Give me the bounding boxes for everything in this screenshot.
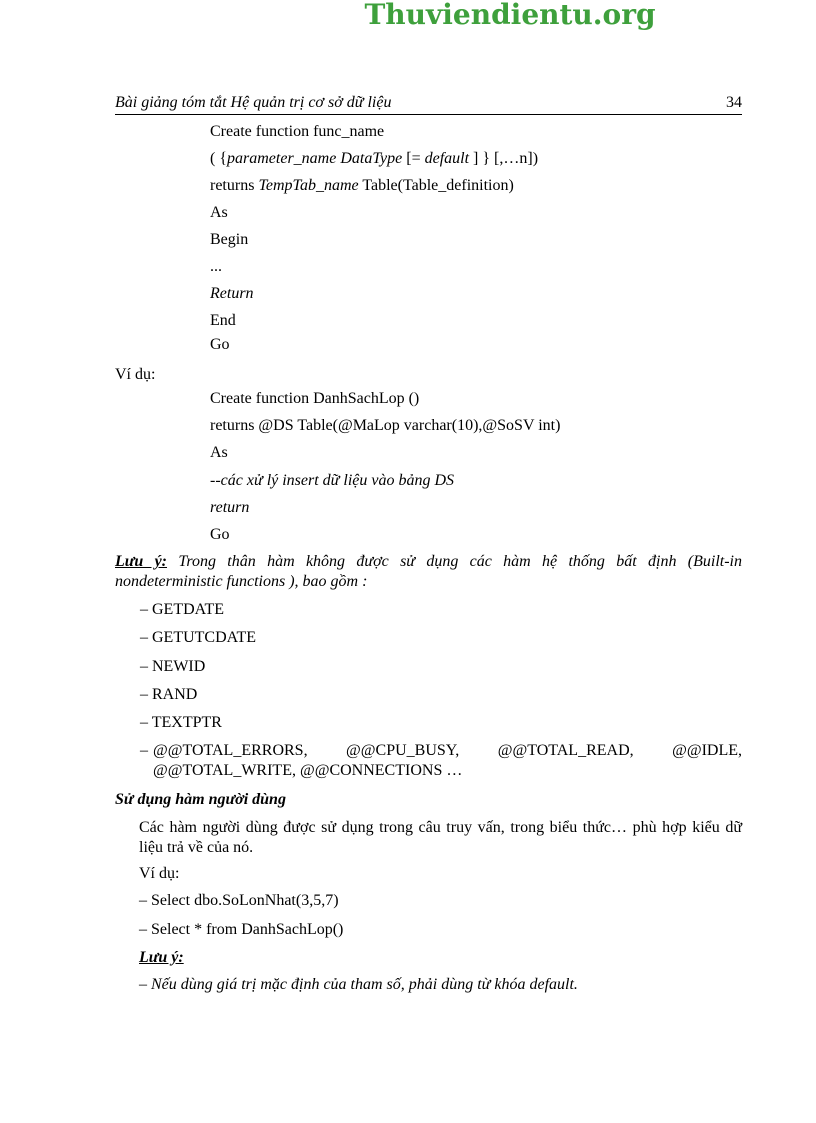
dash-item-5: – TEXTPTR bbox=[140, 714, 222, 731]
syntax-line-4: As bbox=[210, 204, 228, 221]
usage-example-label: Ví dụ: bbox=[139, 865, 180, 882]
page-header bbox=[115, 94, 742, 115]
syntax-line-7: Return bbox=[210, 285, 254, 302]
dash-item-4: – RAND bbox=[140, 686, 198, 703]
usage-example-2: – Select * from DanhSachLop() bbox=[139, 921, 344, 938]
header-title: Bài giảng tóm tắt Hệ quản trị cơ sở dữ liệu bbox=[115, 94, 392, 111]
syntax-line-6: ... bbox=[210, 258, 222, 275]
syntax-line-5: Begin bbox=[210, 231, 249, 248]
example-line-1: Create function DanhSachLop () bbox=[210, 390, 420, 407]
dash-item-2: – GETUTCDATE bbox=[140, 629, 256, 646]
page-number: 34 bbox=[726, 94, 742, 111]
usage-example-1: – Select dbo.SoLonNhat(3,5,7) bbox=[139, 892, 339, 909]
usage-note-text: – Nếu dùng giá trị mặc định của tham số, phải dùng từ khóa default. bbox=[139, 976, 578, 993]
syntax-line-3: returns TempTab_name Table(Table_definition) bbox=[210, 177, 514, 194]
syntax-line-1: Create function func_name bbox=[210, 123, 385, 140]
note-1-label: Lưu ý: bbox=[115, 553, 168, 570]
watermark-logo: Thuviendientu.org bbox=[364, 0, 656, 31]
syntax-line-2: ( {parameter_name DataType [= default ] } [,…n]) bbox=[210, 150, 539, 167]
example-line-5: return bbox=[210, 499, 250, 516]
usage-note-label: Lưu ý: bbox=[139, 949, 184, 966]
example-line-6: Go bbox=[210, 526, 230, 543]
usage-heading: Sử dụng hàm người dùng bbox=[115, 791, 286, 808]
example-line-3: As bbox=[210, 444, 228, 461]
dash-item-1: – GETDATE bbox=[140, 601, 224, 618]
example-label: Ví dụ: bbox=[115, 366, 156, 383]
example-line-4: --các xử lý insert dữ liệu vào bảng DS bbox=[210, 472, 455, 489]
syntax-line-8: End bbox=[210, 312, 236, 329]
usage-paragraph: Các hàm người dùng được sử dụng trong câu truy vấn, trong biểu thức… phù hợp kiểu dữ liệu trả về của nó. bbox=[139, 819, 742, 856]
dash-item-3: – NEWID bbox=[140, 658, 206, 675]
dash-item-6: – @@TOTAL_ERRORS, @@CPU_BUSY, @@TOTAL_READ, @@IDLE, @@TOTAL_WRITE, @@CONNECTIONS … bbox=[140, 742, 746, 779]
syntax-line-9: Go bbox=[210, 336, 230, 353]
note-1-paragraph: Lưu ý: Trong thân hàm không được sử dụng các hàm hệ thống bất định (Built-in nondeterministic functions ), bao gồm : bbox=[115, 553, 742, 590]
example-line-2: returns @DS Table(@MaLop varchar(10),@SoSV int) bbox=[210, 417, 561, 434]
